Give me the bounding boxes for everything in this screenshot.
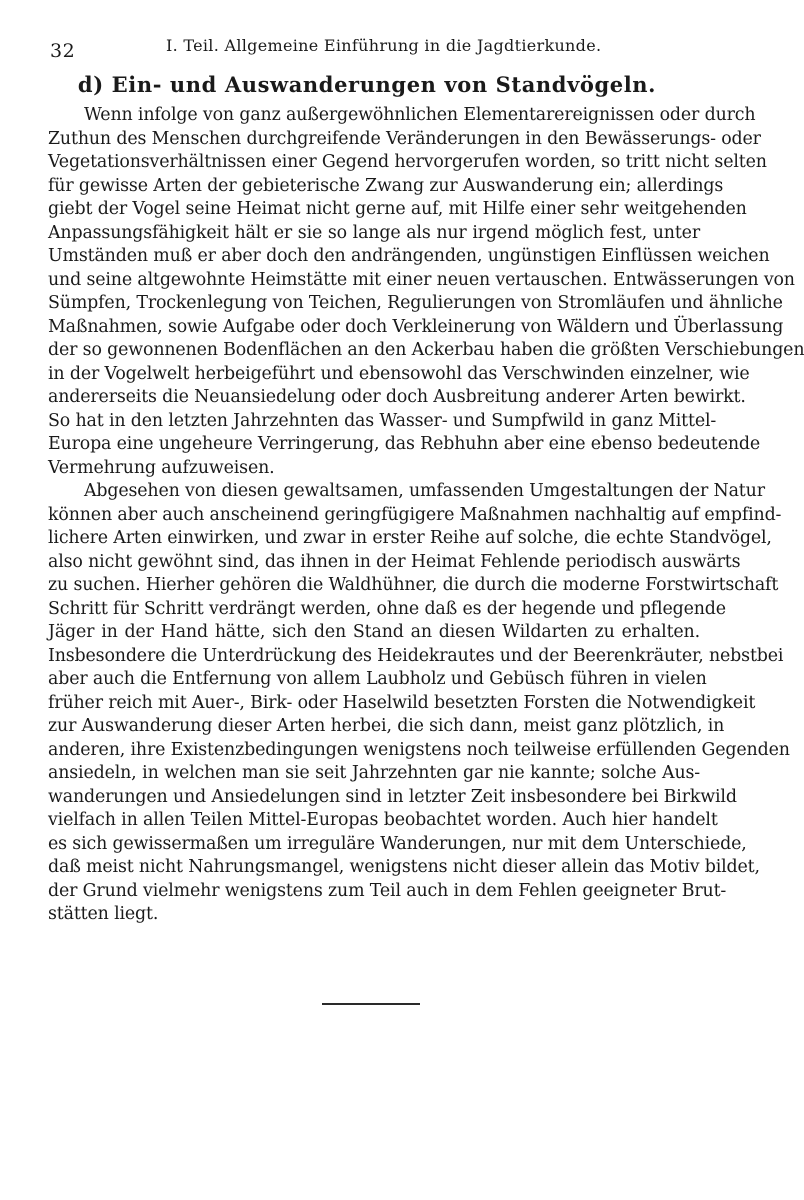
text-line: zu suchen. Hierher gehören die Waldhühner, die durch die moderne Forstwirtschaft	[48, 575, 779, 595]
text-line: Vegetationsverhältnissen einer Gegend hervorgerufen worden, so tritt nicht selten	[48, 152, 767, 172]
text-line: Anpassungsfähigkeit hält er sie so lange als nur irgend möglich fest, unter	[48, 222, 700, 243]
text-line: giebt der Vogel seine Heimat nicht gerne auf, mit Hilfe einer sehr weitgehenden	[48, 199, 747, 219]
text-line: Schritt für Schritt verdrängt werden, ohne daß es der hegende und pflegende	[48, 598, 726, 619]
text-line: lichere Arten einwirken, und zwar in erster Reihe auf solche, die echte Standvögel,	[48, 528, 772, 548]
text-line: Umständen muß er aber doch den andrängenden, ungünstigen Einflüssen weichen	[48, 246, 770, 266]
text-line: Sümpfen, Trockenlegung von Teichen, Regulierungen von Stromläufen und ähnliche	[48, 293, 783, 313]
paragraph-2	[48, 480, 790, 927]
text-line: also nicht gewöhnt sind, das ihnen in der Heimat Fehlende periodisch auswärts	[48, 551, 741, 572]
text-line: Insbesondere die Unterdrückung des Heidekrautes und der Beerenkräuter, nebstbei	[48, 645, 784, 666]
text-line: Zuthun des Menschen durchgreifende Veränderungen in den Bewässerungs- oder	[48, 128, 761, 149]
text-line: früher reich mit Auer-, Birk- oder Haselwild besetzten Forsten die Notwendigkeit	[48, 692, 756, 713]
running-head: I. Teil. Allgemeine Einführung in die Jagdtierkunde.	[166, 36, 602, 55]
text-line: für gewisse Arten der gebieterische Zwang zur Auswanderung ein; allerdings	[48, 175, 724, 196]
text-line: Wenn infolge von ganz außergewöhnlichen Elementarereignissen oder durch	[84, 105, 756, 125]
text-line: es sich gewissermaßen um irreguläre Wanderungen, nur mit dem Unterschiede,	[48, 833, 747, 854]
text-line: anderen, ihre Existenzbedingungen wenigstens noch teilweise erfüllenden Gegenden	[48, 739, 790, 760]
text-line: in der Vogelwelt herbeigeführt und ebensowohl das Verschwinden einzelner, wie	[48, 363, 750, 384]
text-line: zur Auswanderung dieser Arten herbei, die sich dann, meist ganz plötzlich, in	[48, 716, 725, 736]
paragraph-1	[48, 104, 804, 480]
text-line: stätten liegt.	[48, 904, 159, 924]
text-line: So hat in den letzten Jahrzehnten das Wasser- und Sumpfwild in ganz Mittel-	[48, 410, 717, 431]
text-line: können aber auch anscheinend geringfügigere Maßnahmen nachhaltig auf empfind-	[48, 504, 782, 525]
text-line: Europa eine ungeheure Verringerung, das Rebhuhn aber eine ebenso bedeutende	[48, 434, 761, 454]
text-line: der Grund vielmehr wenigstens zum Teil auch in dem Fehlen geeigneter Brut-	[48, 880, 727, 901]
end-rule	[322, 1003, 420, 1005]
section-heading: d) Ein- und Auswanderungen von Standvögeln.	[77, 72, 657, 97]
text-line: und seine altgewohnte Heimstätte mit einer neuen vertauschen. Entwässerungen von	[48, 269, 795, 290]
text-line: vielfach in allen Teilen Mittel-Europas beobachtet worden. Auch hier handelt	[48, 810, 718, 830]
text-line: ansiedeln, in welchen man sie seit Jahrzehnten gar nie kannte; solche Aus-	[48, 763, 700, 783]
text-line: daß meist nicht Nahrungsmangel, wenigstens nicht dieser allein das Motiv bildet,	[48, 857, 760, 877]
text-line: andererseits die Neuansiedelung oder doch Ausbreitung anderer Arten bewirkt.	[48, 387, 746, 407]
text-line: Abgesehen von diesen gewaltsamen, umfassenden Umgestaltungen der Natur	[84, 481, 765, 501]
text-line: Vermehrung aufzuweisen.	[48, 457, 275, 478]
body-text	[48, 104, 804, 927]
text-line: Jäger in der Hand hätte, sich den Stand an diesen Wildarten zu erhalten.	[48, 622, 700, 642]
text-line: wanderungen und Ansiedelungen sind in letzter Zeit insbesondere bei Birkwild	[48, 786, 737, 807]
text-line: Maßnahmen, sowie Aufgabe oder doch Verkleinerung von Wäldern und Überlassung	[48, 316, 784, 337]
text-line: aber auch die Entfernung von allem Laubholz und Gebüsch führen in vielen	[48, 669, 707, 689]
text-line: der so gewonnenen Bodenflächen an den Ackerbau haben die größten Verschiebungen	[48, 340, 804, 360]
page-number: 32	[50, 40, 76, 62]
